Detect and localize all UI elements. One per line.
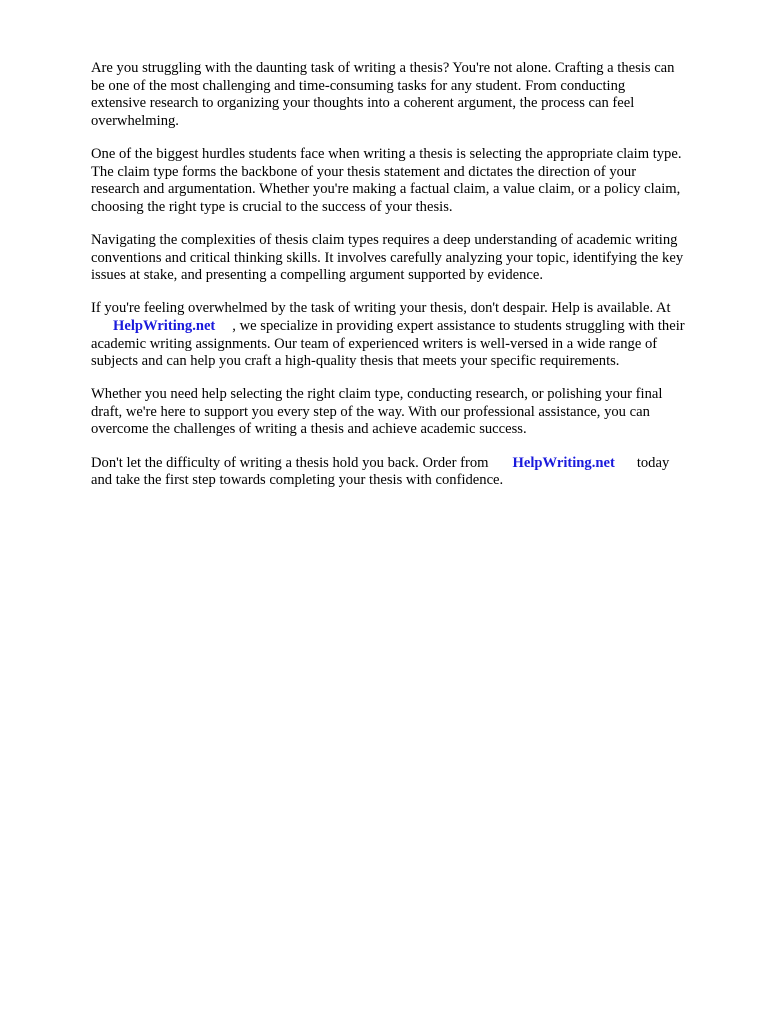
support-paragraph <box>91 386 731 439</box>
text-line: subjects and can help you craft a high-quality thesis that meets your specific requirements. <box>91 353 620 370</box>
helpwriting-order-link[interactable]: HelpWriting.net <box>512 454 615 471</box>
text-line: extensive research to organizing your thoughts into a coherent argument, the process can feel <box>91 95 635 112</box>
text-line: overwhelming. <box>91 112 179 129</box>
text-line: draft, we're here to support you every step of the way. With our professional assistance, you can <box>91 403 650 420</box>
intro-paragraph <box>91 60 731 130</box>
text-line: choosing the right type is crucial to the success of your thesis. <box>91 198 453 215</box>
text-line: overcome the challenges of writing a thesis and achieve academic success. <box>91 421 527 438</box>
text-line: research and argumentation. Whether you're making a factual claim, a value claim, or a policy claim, <box>91 181 681 198</box>
complexities-paragraph <box>91 232 731 285</box>
closing-paragraph <box>91 455 731 490</box>
text-fragment: , we specialize in providing expert assistance to students struggling with their <box>232 317 685 334</box>
text-line-with-link <box>91 455 731 473</box>
text-line: academic writing assignments. Our team of experienced writers is well-versed in a wide range of <box>91 335 658 352</box>
text-line: Navigating the complexities of thesis claim types requires a deep understanding of academic writing <box>91 231 678 248</box>
text-fragment: Don't let the difficulty of writing a thesis hold you back. Order from <box>91 454 489 471</box>
text-line: The claim type forms the backbone of your thesis statement and dictates the direction of your <box>91 163 637 180</box>
text-line: If you're feeling overwhelmed by the task of writing your thesis, don't despair. Help is available. At <box>91 300 671 317</box>
text-line: One of the biggest hurdles students face when writing a thesis is selecting the appropriate claim type. <box>91 145 682 162</box>
text-line: Are you struggling with the daunting task of writing a thesis? You're not alone. Crafting a thesis can <box>91 60 675 76</box>
text-line: conventions and critical thinking skills. It involves carefully analyzing your topic, identifying the key <box>91 249 684 266</box>
document-body <box>91 60 731 505</box>
text-line: be one of the most challenging and time-consuming tasks for any student. From conducting <box>91 77 626 94</box>
help-paragraph <box>91 300 731 370</box>
text-line: issues at stake, and presenting a compelling argument supported by evidence. <box>91 267 544 284</box>
text-line: and take the first step towards completing your thesis with confidence. <box>91 472 504 489</box>
text-line: Whether you need help selecting the right claim type, conducting research, or polishing your final <box>91 386 663 403</box>
claim-type-paragraph <box>91 146 731 216</box>
text-line-with-link <box>91 318 731 336</box>
text-fragment: today <box>636 454 670 471</box>
helpwriting-link[interactable]: HelpWriting.net <box>113 317 216 334</box>
